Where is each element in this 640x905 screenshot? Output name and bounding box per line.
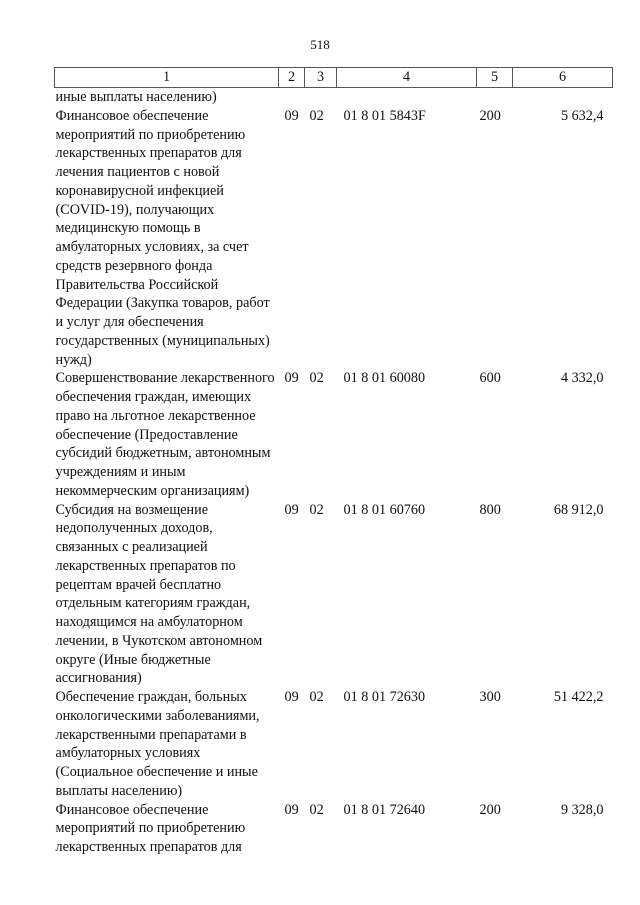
table-row — [55, 688, 613, 801]
row-subsection: 02 — [309, 801, 324, 818]
row-description: Обеспечение граждан, больных онкологическими заболеваниями, лекарственными препаратами в амбулаторных условиях (Социальное обеспечение и иные выплаты населению) — [55, 689, 260, 799]
budget-table — [54, 67, 613, 857]
row-subsection: 02 — [309, 107, 324, 124]
table-row — [55, 369, 613, 500]
table-row — [55, 501, 613, 689]
column-header-3: 3 — [305, 68, 337, 88]
row-description: Финансовое обеспечение мероприятий по приобретению лекарственных препаратов для — [55, 801, 246, 855]
column-header-4: 4 — [337, 68, 477, 88]
row-description: Совершенствование лекарственного обеспечения граждан, имеющих право на льготное лекарственное обеспечение (Предоставление субсидий бюджетным, автономным учреждениям и иным некоммерческим организациям) — [55, 370, 275, 499]
row-amount: 5 632,4 — [560, 107, 604, 124]
table-row — [55, 107, 613, 370]
row-target-code: 01 8 01 72630 — [343, 689, 426, 705]
row-section: 09 — [284, 370, 299, 387]
table-row-continuation — [55, 88, 613, 107]
row-description: Финансовое обеспечение мероприятий по приобретению лекарственных препаратов для лечения пациентов с новой коронавирусной инфекцией (COVID-19), получающих медицинскую помощь в амбулаторных условиях, за счет средств резервного фонда Правительства Российской Федерации (Закупка товаров, работ и услуг для обеспечения государственных (муниципальных) нужд) — [55, 107, 270, 368]
row-target-code: 01 8 01 5843F — [343, 107, 426, 124]
row-section: 09 — [284, 107, 299, 124]
row-target-code: 01 8 01 60080 — [343, 370, 426, 387]
row-expense-type: 600 — [479, 370, 501, 387]
row-description: Субсидия на возмещение недополученных доходов, связанных с реализацией лекарственных препаратов по рецептам врачей бесплатно отдельным категориям граждан, находящимся на амбулаторном лечении, в Чукотском автономном округе (Иные бюджетные ассигнования) — [55, 501, 263, 687]
row-subsection: 02 — [309, 689, 324, 705]
row-amount: 68 912,0 — [553, 501, 604, 518]
row-amount: 9 328,0 — [560, 801, 604, 818]
column-header-5: 5 — [477, 68, 513, 88]
column-header-6: 6 — [513, 68, 613, 88]
row-expense-type: 300 — [479, 689, 501, 705]
table-row — [55, 801, 613, 857]
row-expense-type: 200 — [479, 107, 501, 124]
row-expense-type: 200 — [479, 801, 501, 818]
column-header-2: 2 — [279, 68, 305, 88]
row-target-code: 01 8 01 60760 — [343, 501, 426, 518]
table-header-row — [55, 68, 613, 88]
row-subsection: 02 — [309, 501, 324, 518]
row-section: 09 — [284, 689, 299, 705]
page-number: 518 — [310, 37, 330, 52]
continuation-text: иные выплаты населению) — [55, 89, 217, 105]
row-section: 09 — [284, 801, 299, 818]
row-subsection: 02 — [309, 370, 324, 387]
column-header-1: 1 — [55, 68, 279, 88]
row-amount: 4 332,0 — [560, 370, 604, 387]
row-section: 09 — [284, 501, 299, 518]
row-target-code: 01 8 01 72640 — [343, 801, 426, 818]
row-expense-type: 800 — [479, 501, 501, 518]
row-amount: 51 422,2 — [553, 689, 604, 705]
